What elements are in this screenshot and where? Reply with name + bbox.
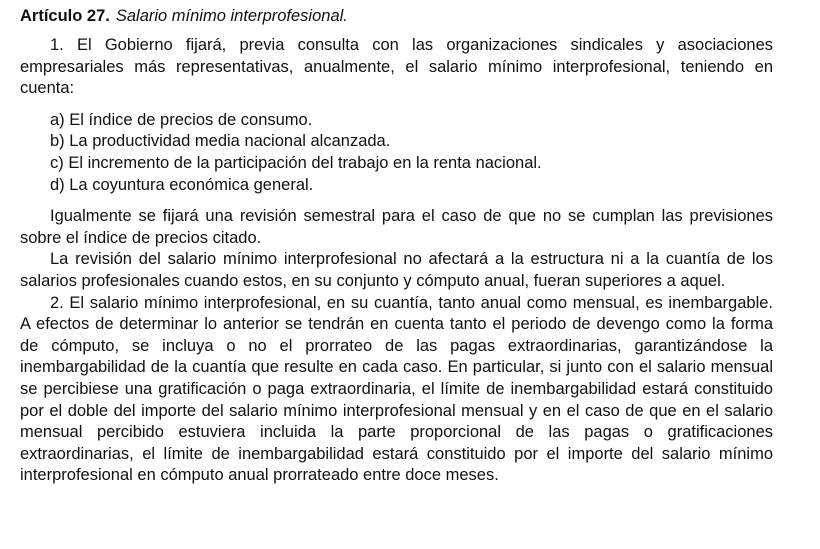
list-item: b) La productividad media nacional alcanzada. — [50, 132, 391, 151]
article-heading — [20, 6, 773, 27]
list-item: a) El índice de precios de consumo. — [50, 110, 313, 129]
paragraph-structure: La revisión del salario mínimo interprofesional no afectará a la estructura ni a la cuantía de los salarios profesionales cuando estos, en su conjunto y cómputo anual, fueran superiores a aquel. — [20, 250, 773, 290]
paragraph-1: 1. El Gobierno fijará, previa consulta con las organizaciones sindicales y asociaciones empresariales más representativas, anualmente, el salario mínimo interprofesional, teniendo en cuenta: — [20, 36, 773, 98]
list-item: c) El incremento de la participación del trabajo en la renta nacional. — [50, 153, 542, 172]
article-number: Artículo 27. — [20, 7, 110, 25]
paragraph-revision: Igualmente se fijará una revisión semestral para el caso de que no se cumplan las previsiones sobre el índice de precios citado. — [20, 207, 773, 247]
article-title: Salario mínimo interprofesional. — [115, 7, 348, 25]
list-item: d) La coyuntura económica general. — [50, 175, 314, 194]
criteria-list — [20, 110, 773, 196]
paragraph-2: 2. El salario mínimo interprofesional, en su cuantía, tanto anual como mensual, es inembargable. A efectos de determinar lo anterior se tendrán en cuenta tanto el periodo de devengo como la forma de cómputo, se incluya o no el prorrateo de las pagas extraordinarias, garantizándose la inembargabilidad de la cuantía que resulte en cada caso. En particular, si junto con el salario mensual se percibiese una gratificación o paga extraordinaria, el límite de inembargabilidad estará constituido por el doble del importe del salario mínimo interprofesional mensual y en el caso de que en el salario mensual percibido estuviera incluida la parte proporcional de las pagas o gratificaciones extraordinarias, el límite de inembargabilidad estará constituido por el importe del salario mínimo interprofesional en cómputo anual prorrateado entre doce meses. — [20, 293, 773, 485]
